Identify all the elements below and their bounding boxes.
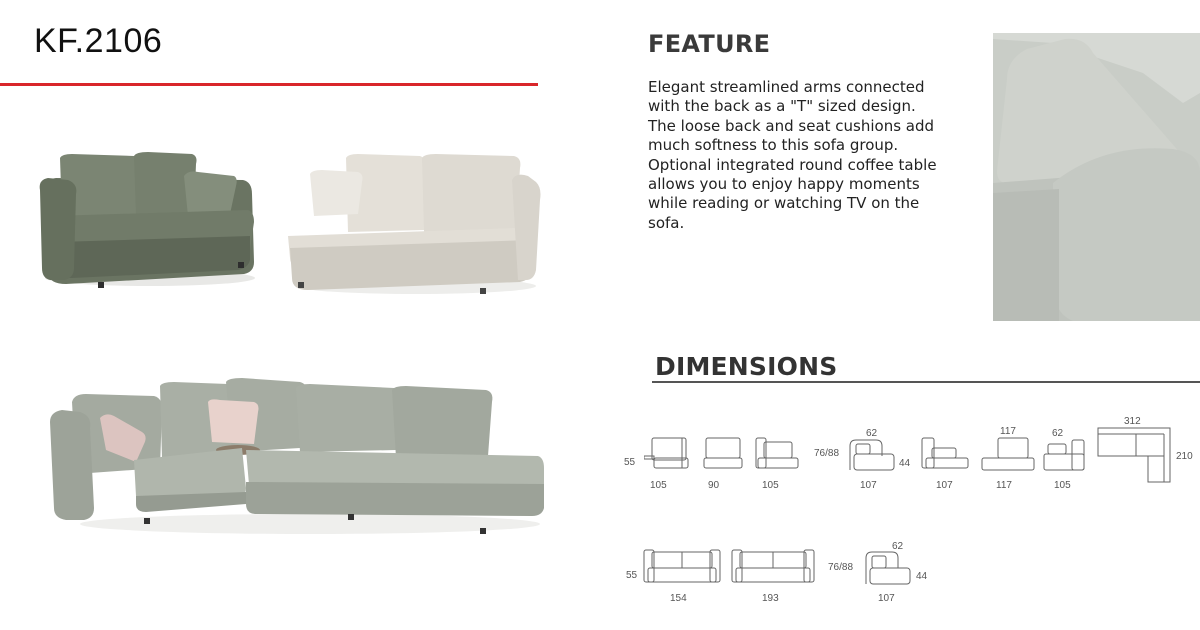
- cream-sofa-photo: [286, 152, 544, 298]
- module-armchair-right-drawing: [754, 434, 800, 474]
- module-armchair-left-drawing: [644, 434, 692, 474]
- module-2-width: 90: [708, 480, 720, 491]
- module-4-height: 76/88: [814, 448, 840, 459]
- module-loveseat-width: 154: [670, 593, 687, 604]
- module-corner-chair-drawing: [1042, 436, 1088, 476]
- cushion-closeup-photo: [993, 33, 1200, 321]
- module-7-width: 105: [1054, 480, 1071, 491]
- module-4-width: 107: [860, 480, 877, 491]
- module-6-depth: 117: [1000, 426, 1016, 437]
- grey-sectional-photo: [50, 378, 546, 538]
- module-sofa-width: 193: [762, 593, 779, 604]
- module-3-width: 105: [762, 480, 779, 491]
- module-1-width: 105: [650, 480, 667, 491]
- module-armless-drawing: [702, 434, 744, 474]
- dimensions-heading: DIMENSIONS: [655, 352, 838, 381]
- sectional-side-depth: 210: [1176, 451, 1193, 462]
- dimensions-underline: [652, 381, 1200, 383]
- module-sofa-drawing: [730, 546, 816, 588]
- sectional-top-width: 312: [1124, 416, 1141, 427]
- product-code: KF.2106: [34, 22, 163, 60]
- module-side-profile-drawing: [846, 436, 898, 476]
- module-sofa-side-height: 76/88: [828, 562, 854, 573]
- title-underline: [0, 83, 538, 86]
- module-loveseat-drawing: [642, 546, 722, 588]
- feature-heading: FEATURE: [648, 30, 771, 58]
- module-chaise-drawing: [920, 434, 972, 474]
- feature-description: Elegant streamlined arms connected with the back as a "T" sized design. The loose back and seat cushions add much softness to this sofa group. Optional integrated round coffee table allows you to enjoy happy moments while reading or watching TV on the sofa.: [648, 78, 937, 232]
- sectional-plan-drawing: [1096, 426, 1174, 484]
- module-6-width: 117: [996, 480, 1012, 491]
- row1-height-label: 55: [624, 457, 636, 468]
- module-5-width: 107: [936, 480, 953, 491]
- module-corner-drawing: [980, 436, 1036, 476]
- row2-height-label: 55: [626, 570, 638, 581]
- module-sofa-side-drawing: [862, 548, 914, 590]
- module-sofa-side-seat: 44: [916, 571, 928, 582]
- module-sofa-side-depth: 62: [892, 541, 904, 552]
- module-4-seat-height: 44: [899, 458, 911, 469]
- module-7-depth: 62: [1052, 428, 1064, 439]
- module-4-depth: 62: [866, 428, 878, 439]
- green-loveseat-photo: [38, 150, 260, 292]
- module-sofa-side-width: 107: [878, 593, 895, 604]
